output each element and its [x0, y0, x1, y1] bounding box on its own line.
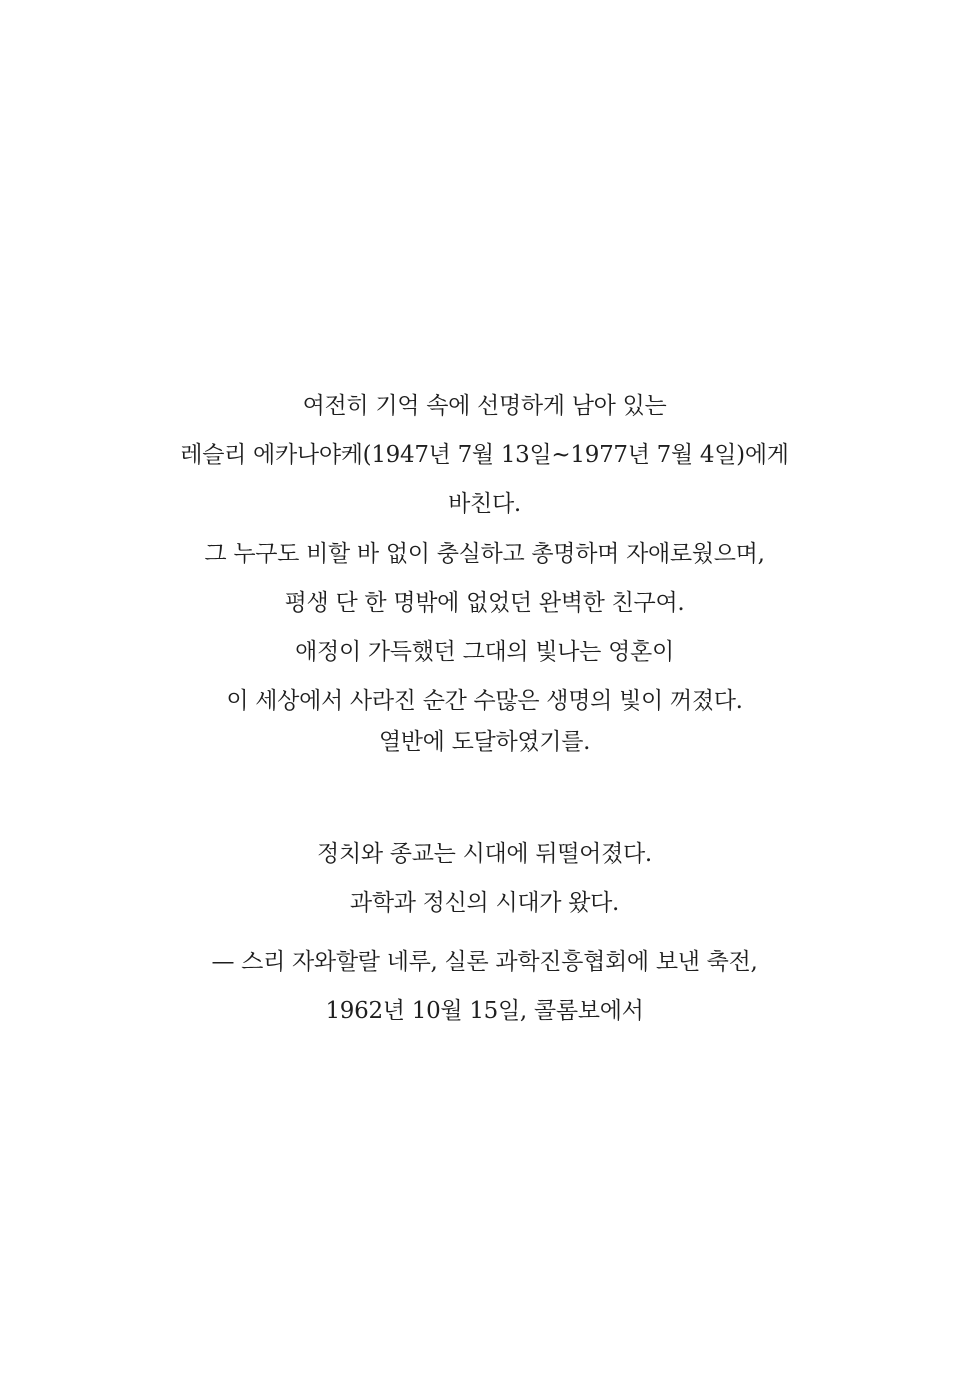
tribute-line: 평생 단 한 명밖에 없었던 완벽한 친구여. — [284, 590, 685, 616]
tribute-block — [0, 530, 969, 726]
attribution-line: 1962년 10월 15일, 콜롬보에서 — [325, 998, 644, 1024]
dedication-line: 여전히 기억 속에 선명하게 남아 있는 — [302, 393, 667, 419]
tribute-line: 이 세상에서 사라진 순간 수많은 생명의 빛이 꺼졌다. — [226, 688, 743, 714]
attribution-line: — 스리 자와할랄 네루, 실론 과학진흥협회에 보낸 축전, — [211, 949, 758, 975]
tribute-line: 애정이 가득했던 그대의 빛나는 영혼이 — [295, 639, 674, 665]
nirvana-line: 열반에 도달하였기를. — [378, 729, 591, 755]
epigraph-line: 과학과 정신의 시대가 왔다. — [349, 890, 620, 916]
tribute-line: 그 누구도 비할 바 없이 충실하고 총명하며 자애로웠으며, — [204, 541, 765, 567]
dedication-block — [0, 382, 969, 529]
dedication-line: 레슬리 에카나야케(1947년 7월 13일~1977년 7월 4일)에게 — [180, 442, 789, 468]
dedication-line: 바친다. — [448, 491, 521, 517]
attribution-block — [0, 938, 969, 1036]
nirvana-block — [0, 718, 969, 767]
epigraph-block — [0, 830, 969, 928]
epigraph-line: 정치와 종교는 시대에 뒤떨어졌다. — [317, 841, 652, 867]
